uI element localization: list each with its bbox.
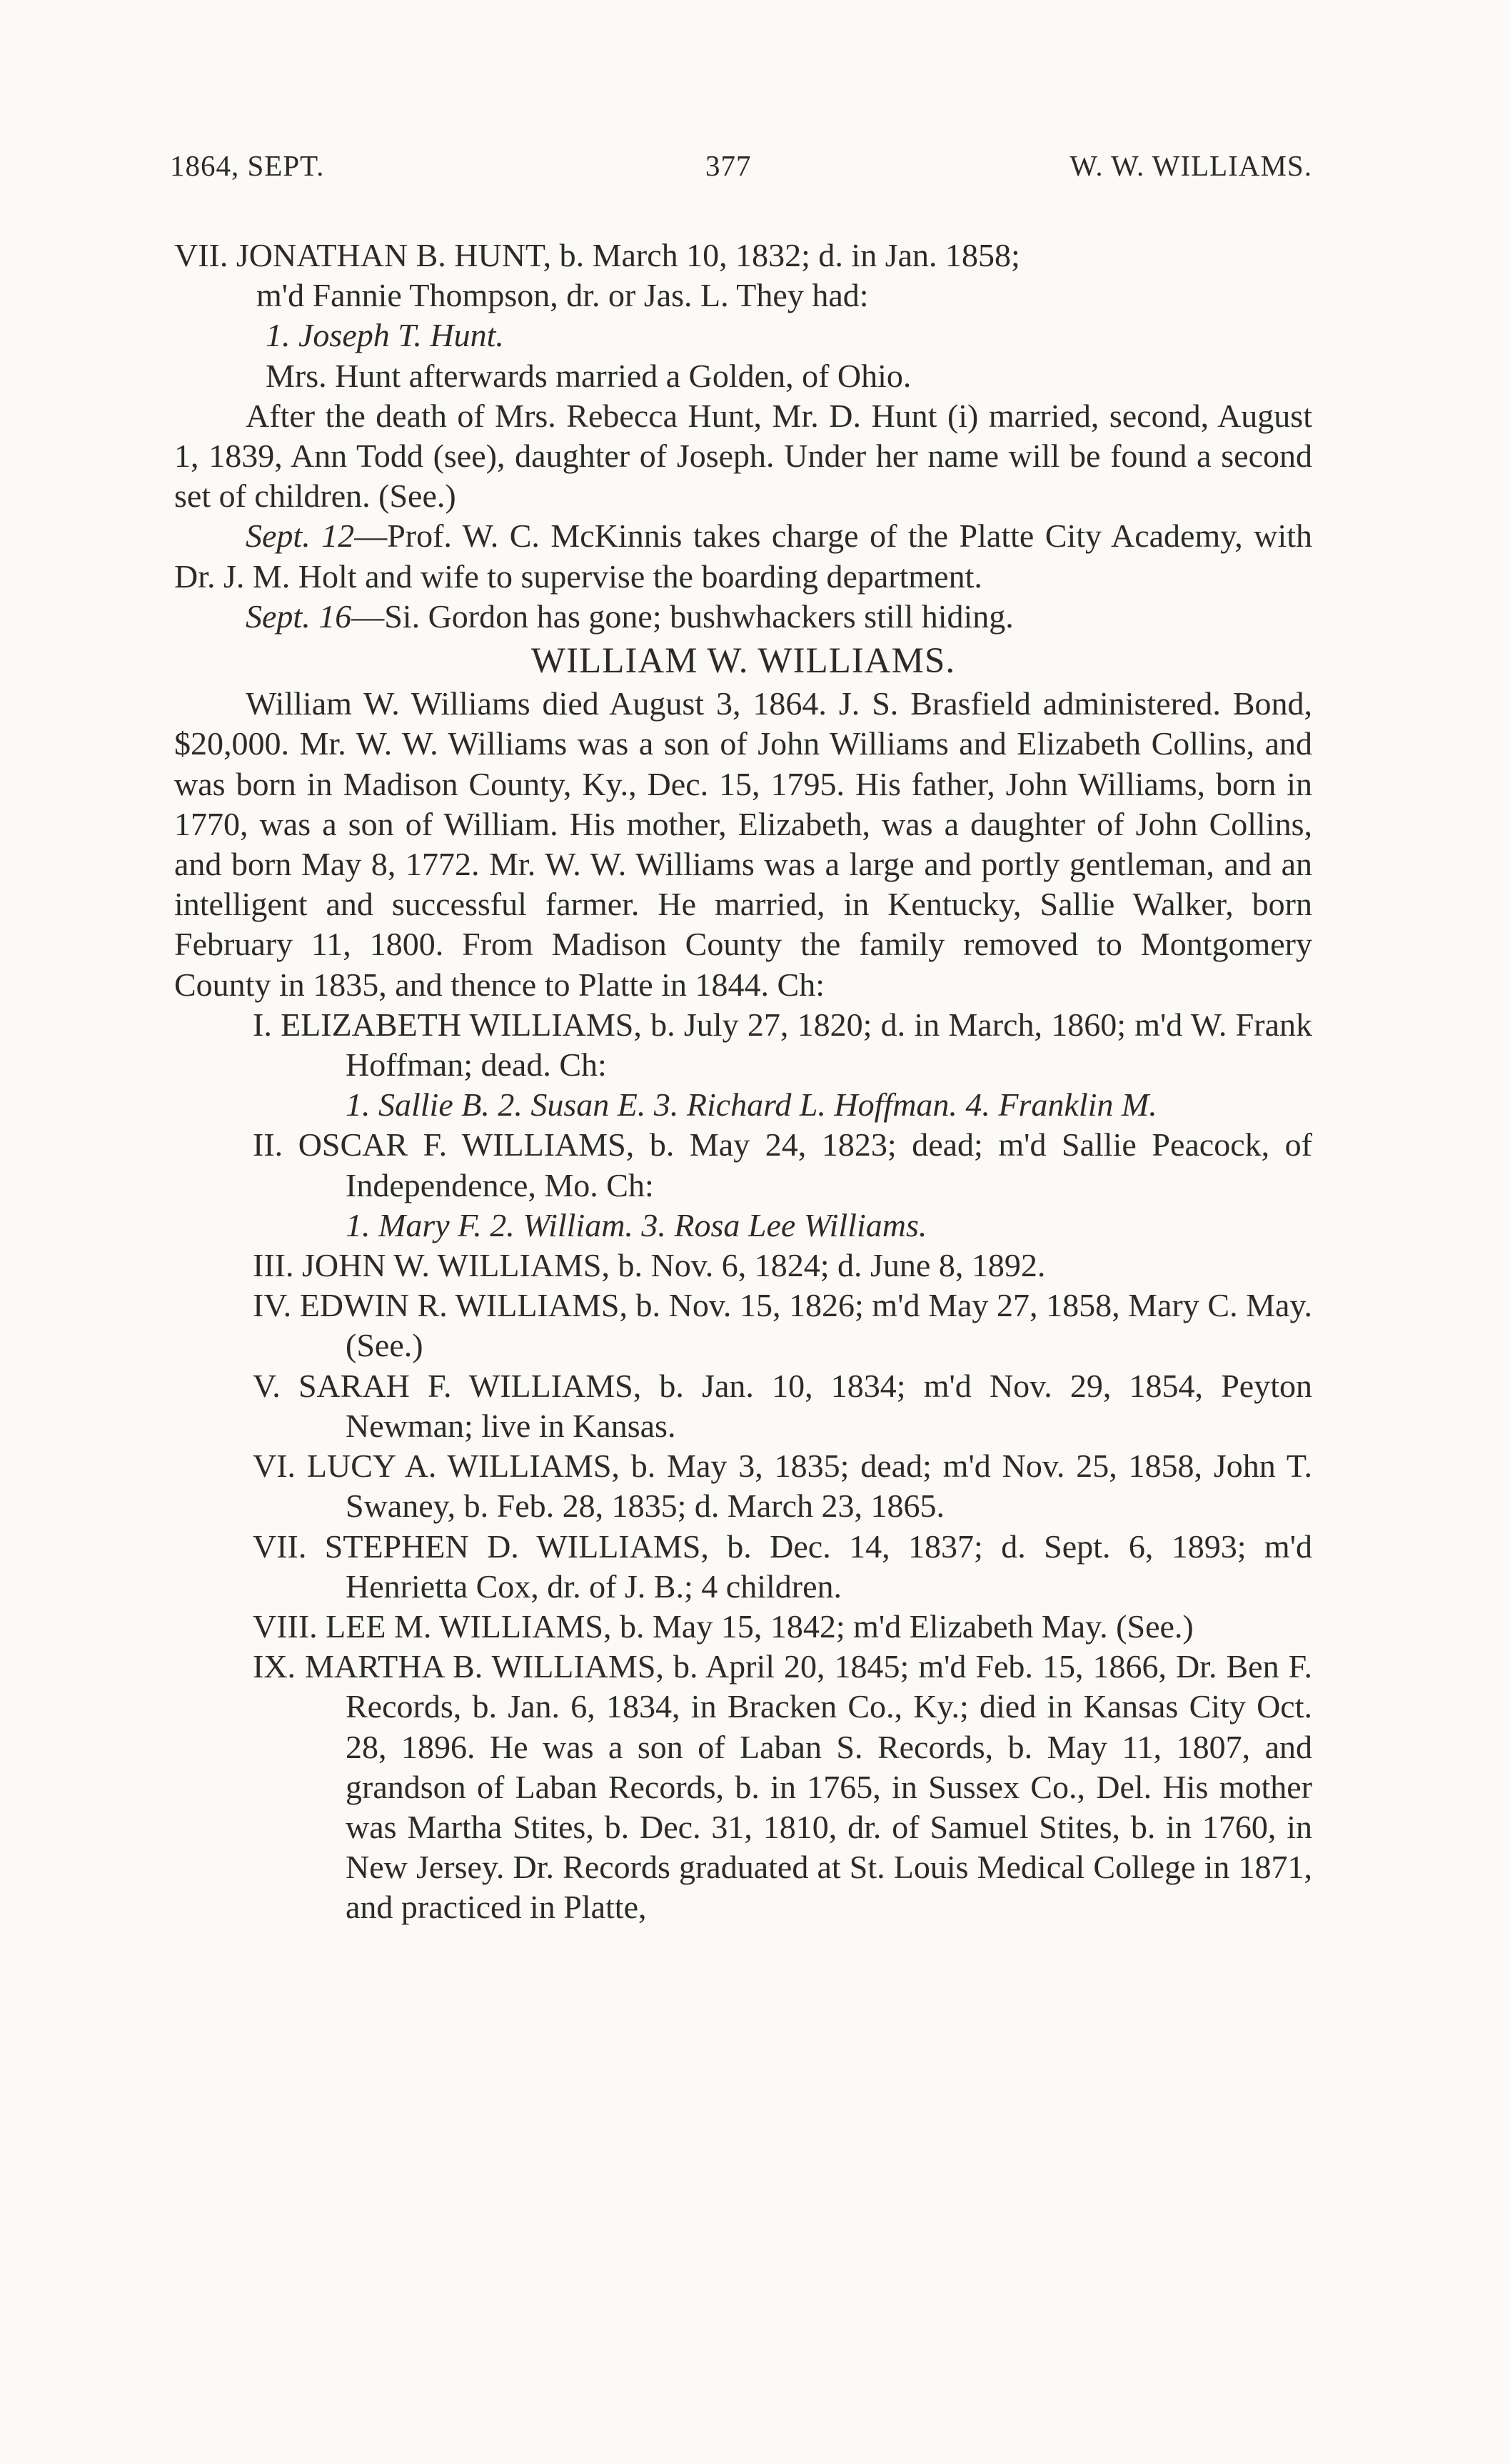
child-entry: V. SARAH F. WILLIAMS, b. Jan. 10, 1834; m'd Nov. 29, 1854, Peyton Newman; live in Kansas. [253, 1367, 1312, 1444]
page-body [174, 236, 1312, 1928]
header-date: 1864, SEPT. [170, 149, 325, 182]
paragraph-text: —Si. Gordon has gone; bushwhackers still hiding. [351, 597, 1014, 635]
paragraph-sept-12 [174, 516, 1312, 596]
section-title: WILLIAM W. WILLIAMS. [530, 641, 956, 682]
entry-line: m'd Fannie Thompson, dr. or Jas. L. They had: [256, 277, 869, 314]
date-label: Sept. 12 [246, 517, 355, 555]
children-list [174, 1005, 1312, 1928]
paragraph-sept-16 [174, 597, 1312, 637]
child-entry [174, 1005, 1312, 1126]
child-entry: VI. LUCY A. WILLIAMS, b. May 3, 1835; dead; m'd Nov. 25, 1858, John T. Swaney, b. Feb. 28, 1835; d. March 23, 1865. [253, 1448, 1312, 1525]
running-header [170, 148, 1312, 188]
paragraph-text: —Prof. W. C. McKinnis takes charge of the Platte City Academy, with Dr. J. M. Holt and wife to supervise the boarding department. [174, 517, 1312, 595]
child-entry: VIII. LEE M. WILLIAMS, b. May 15, 1842; m'd Elizabeth May. (See.) [253, 1607, 1194, 1645]
entry-vii-jonathan-hunt [174, 236, 1312, 396]
entry-note: Mrs. Hunt afterwards married a Golden, of Ohio. [266, 357, 912, 394]
child-entry [174, 1125, 1312, 1246]
page-number: 377 [705, 149, 752, 182]
child-list [174, 315, 1312, 355]
paragraph: After the death of Mrs. Rebecca Hunt, Mr. D. Hunt (i) married, second, August 1, 1839, Ann Todd (see), daughter of Joseph. Under her name will be found a second set of children. (See.) [174, 397, 1312, 515]
header-title: W. W. WILLIAMS. [1069, 149, 1312, 182]
child-entry: IX. MARTHA B. WILLIAMS, b. April 20, 1845; m'd Feb. 15, 1866, Dr. Ben F. Records, b. Jan. 6, 1834, in Bracken Co., Ky.; died in Kansas City Oct. 28, 1896. He was a son of Laban S. Records, b. May 11, 1807, and grandson of Laban Records, b. in 1765, in Sussex Co., Del. His mother was Martha Stites, b. Dec. 31, 1810, dr. of Samuel Stites, b. in 1760, in New Jersey. Dr. Records graduated at St. Louis Medical College in 1871, and practiced in Platte, [253, 1648, 1312, 1926]
child-entry: IV. EDWIN R. WILLIAMS, b. Nov. 15, 1826; m'd May 27, 1858, Mary C. May. (See.) [253, 1287, 1312, 1364]
grandchildren-names: 1. Sallie B. 2. Susan E. 3. Richard L. Hoffman. 4. Franklin M. [346, 1086, 1157, 1124]
grandchildren [174, 1206, 1312, 1246]
grandchildren-names: 1. Mary F. 2. William. 3. Rosa Lee Williams. [346, 1206, 927, 1243]
child-entry: VII. STEPHEN D. WILLIAMS, b. Dec. 14, 1837; d. Sept. 6, 1893; m'd Henrietta Cox, dr. of J. B.; 4 children. [253, 1528, 1312, 1605]
biography-paragraph: William W. Williams died August 3, 1864. J. S. Brasfield administered. Bond, $20,000. Mr. W. W. Williams was a son of John Williams and Elizabeth Collins, and was born in Madison County, Ky., Dec. 15, 1795. His father, John Williams, born in 1770, was a son of William. His mother, Elizabeth, was a daughter of John Collins, and born May 8, 1772. Mr. W. W. Williams was a large and portly gentleman, and an intelligent and successful farmer. He married, in Kentucky, Sallie Walker, born February 11, 1800. From Madison County the family removed to Montgomery County in 1835, and thence to Platte in 1844. Ch: [174, 685, 1312, 1003]
date-label: Sept. 16 [246, 597, 352, 635]
child-name: 1. Joseph T. Hunt. [266, 317, 504, 354]
child-entry: III. JOHN W. WILLIAMS, b. Nov. 6, 1824; d. June 8, 1892. [253, 1247, 1046, 1284]
child-entry-text: II. OSCAR F. WILLIAMS, b. May 24, 1823; dead; m'd Sallie Peacock, of Independence, Mo. Ch: [253, 1126, 1312, 1203]
entry-line: VII. JONATHAN B. HUNT, b. March 10, 1832; d. in Jan. 1858; [174, 237, 1020, 273]
grandchildren [174, 1085, 1312, 1125]
child-entry-text: I. ELIZABETH WILLIAMS, b. July 27, 1820; d. in March, 1860; m'd W. Frank Hoffman; dead. Ch: [253, 1006, 1312, 1084]
